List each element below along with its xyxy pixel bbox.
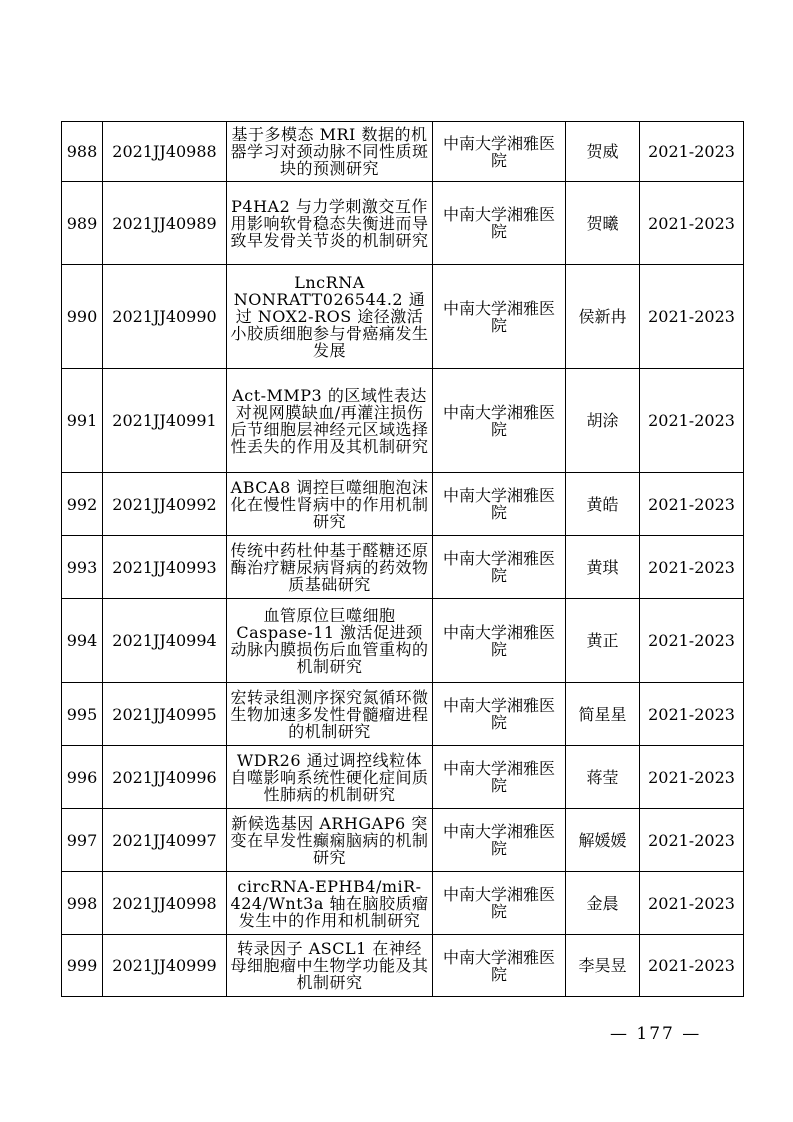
project-table: [61, 121, 744, 997]
principal-investigator: 黄正: [566, 599, 640, 683]
project-code: 2021JJ40992: [103, 473, 227, 536]
project-period: 2021-2023: [640, 369, 744, 473]
project-period: 2021-2023: [640, 122, 744, 182]
row-number: 990: [62, 265, 103, 369]
table-row: [62, 369, 744, 473]
row-number: 989: [62, 182, 103, 265]
principal-investigator: 侯新冉: [566, 265, 640, 369]
principal-investigator: 蒋莹: [566, 746, 640, 809]
institution: 中南大学湘雅医院: [433, 265, 566, 369]
project-period: 2021-2023: [640, 473, 744, 536]
institution: 中南大学湘雅医院: [433, 182, 566, 265]
project-title: P4HA2 与力学刺激交互作用影响软骨稳态失衡进而导致早发骨关节炎的机制研究: [227, 182, 433, 265]
project-title: Act-MMP3 的区域性表达对视网膜缺血/再灌注损伤后节细胞层神经元区域选择性丢失的作用及其机制研究: [227, 369, 433, 473]
project-code: 2021JJ40988: [103, 122, 227, 182]
project-title: 新候选基因 ARHGAP6 突变在早发性癫痫脑病的机制研究: [227, 809, 433, 872]
principal-investigator: 简星星: [566, 683, 640, 746]
principal-investigator: 贺威: [566, 122, 640, 182]
row-number: 995: [62, 683, 103, 746]
project-code: 2021JJ40997: [103, 809, 227, 872]
project-title: 转录因子 ASCL1 在神经母细胞瘤中生物学功能及其机制研究: [227, 935, 433, 997]
table-row: [62, 122, 744, 182]
table-row: [62, 182, 744, 265]
row-number: 997: [62, 809, 103, 872]
project-code: 2021JJ40989: [103, 182, 227, 265]
institution: 中南大学湘雅医院: [433, 369, 566, 473]
institution: 中南大学湘雅医院: [433, 683, 566, 746]
row-number: 994: [62, 599, 103, 683]
project-title: circRNA-EPHB4/miR-424/Wnt3a 轴在脑胶质瘤发生中的作用和机制研究: [227, 872, 433, 935]
institution: 中南大学湘雅医院: [433, 599, 566, 683]
project-period: 2021-2023: [640, 182, 744, 265]
project-period: 2021-2023: [640, 536, 744, 599]
project-code: 2021JJ40990: [103, 265, 227, 369]
project-period: 2021-2023: [640, 599, 744, 683]
project-title: 宏转录组测序探究氮循环微生物加速多发性骨髓瘤进程的机制研究: [227, 683, 433, 746]
institution: 中南大学湘雅医院: [433, 935, 566, 997]
principal-investigator: 胡涂: [566, 369, 640, 473]
project-code: 2021JJ40996: [103, 746, 227, 809]
table-row: [62, 809, 744, 872]
row-number: 992: [62, 473, 103, 536]
institution: 中南大学湘雅医院: [433, 809, 566, 872]
project-code: 2021JJ40991: [103, 369, 227, 473]
principal-investigator: 金晨: [566, 872, 640, 935]
project-title: 基于多模态 MRI 数据的机器学习对颈动脉不同性质斑块的预测研究: [227, 122, 433, 182]
table-row: [62, 265, 744, 369]
project-title: ABCA8 调控巨噬细胞泡沫化在慢性肾病中的作用机制研究: [227, 473, 433, 536]
project-period: 2021-2023: [640, 265, 744, 369]
institution: 中南大学湘雅医院: [433, 536, 566, 599]
principal-investigator: 李昊昱: [566, 935, 640, 997]
institution: 中南大学湘雅医院: [433, 473, 566, 536]
institution: 中南大学湘雅医院: [433, 872, 566, 935]
table-row: [62, 683, 744, 746]
project-period: 2021-2023: [640, 872, 744, 935]
row-number: 988: [62, 122, 103, 182]
project-title: LncRNA NONRATT026544.2 通过 NOX2-ROS 途径激活小胶质细胞参与骨癌痛发生发展: [227, 265, 433, 369]
project-period: 2021-2023: [640, 683, 744, 746]
row-number: 999: [62, 935, 103, 997]
principal-investigator: 解媛媛: [566, 809, 640, 872]
table-row: [62, 599, 744, 683]
project-period: 2021-2023: [640, 935, 744, 997]
principal-investigator: 黄皓: [566, 473, 640, 536]
table-row: [62, 746, 744, 809]
row-number: 991: [62, 369, 103, 473]
project-code: 2021JJ40993: [103, 536, 227, 599]
row-number: 993: [62, 536, 103, 599]
project-title: 传统中药杜仲基于醛糖还原酶治疗糖尿病肾病的药效物质基础研究: [227, 536, 433, 599]
institution: 中南大学湘雅医院: [433, 746, 566, 809]
project-code: 2021JJ40995: [103, 683, 227, 746]
project-title: WDR26 通过调控线粒体自噬影响系统性硬化症间质性肺病的机制研究: [227, 746, 433, 809]
principal-investigator: 黄琪: [566, 536, 640, 599]
table-row: [62, 872, 744, 935]
principal-investigator: 贺曦: [566, 182, 640, 265]
table-row: [62, 473, 744, 536]
project-code: 2021JJ40999: [103, 935, 227, 997]
page-number: — 177 —: [610, 1024, 702, 1044]
project-period: 2021-2023: [640, 746, 744, 809]
project-code: 2021JJ40998: [103, 872, 227, 935]
row-number: 996: [62, 746, 103, 809]
institution: 中南大学湘雅医院: [433, 122, 566, 182]
table-row: [62, 536, 744, 599]
row-number: 998: [62, 872, 103, 935]
table-row: [62, 935, 744, 997]
project-period: 2021-2023: [640, 809, 744, 872]
project-code: 2021JJ40994: [103, 599, 227, 683]
project-title: 血管原位巨噬细胞 Caspase-11 激活促进颈动脉内膜损伤后血管重构的机制研究: [227, 599, 433, 683]
